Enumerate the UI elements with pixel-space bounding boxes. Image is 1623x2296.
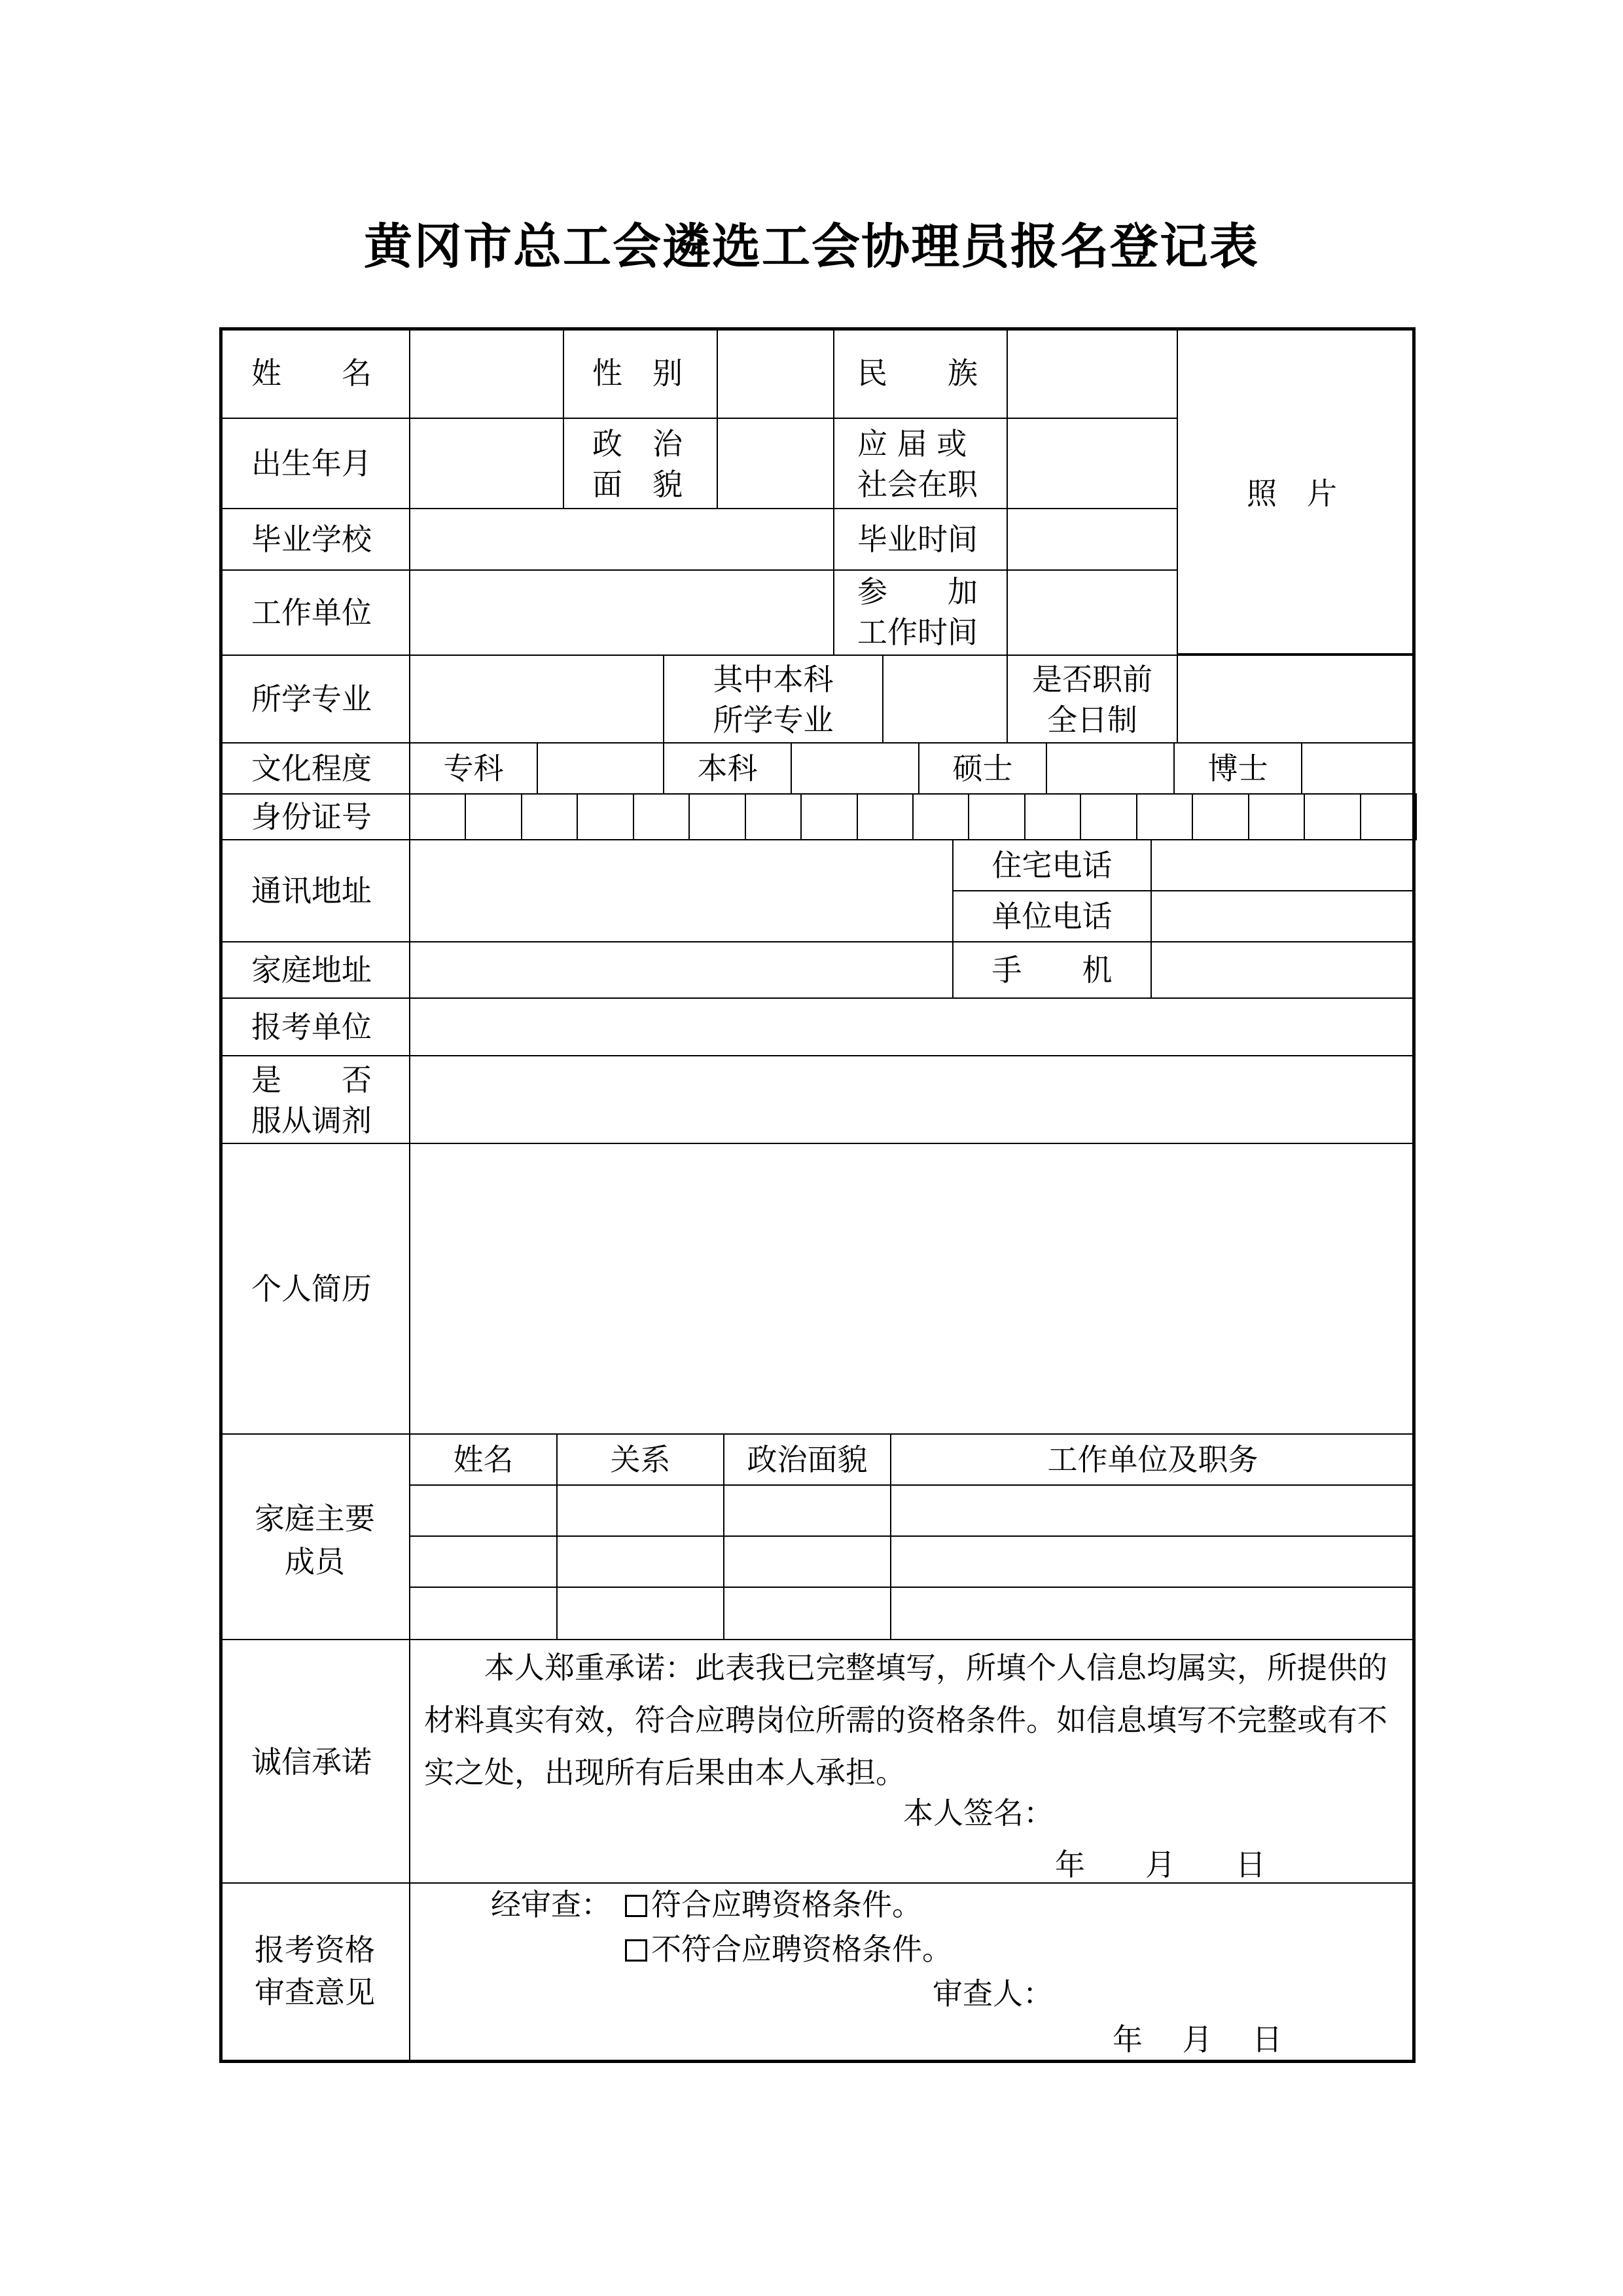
politics-label-line2: 面 貌 bbox=[592, 467, 683, 502]
family-row-2-politics[interactable] bbox=[723, 1535, 891, 1588]
family-row-2-relation[interactable] bbox=[556, 1535, 724, 1588]
ug-major-label-line2: 所学专业 bbox=[713, 702, 834, 738]
family-row-1-work[interactable] bbox=[890, 1484, 1416, 1537]
review-option-ineligible[interactable] bbox=[625, 1928, 952, 1970]
review-date: 年 月 日 bbox=[1113, 2022, 1283, 2057]
edu-master-input[interactable] bbox=[1046, 742, 1175, 795]
id-digit-box[interactable] bbox=[1360, 793, 1417, 840]
form-title: 黄冈市总工会遴选工会协理员报名登记表 bbox=[364, 219, 1259, 275]
work-phone-label: 单位电话 bbox=[991, 899, 1113, 934]
review-label-line1: 报考资格 bbox=[255, 1932, 375, 1967]
resume-input[interactable] bbox=[409, 1143, 1416, 1435]
home-addr-label: 家庭地址 bbox=[251, 952, 372, 988]
id-digit-box[interactable] bbox=[688, 793, 745, 840]
ethnicity-label: 民 族 bbox=[857, 355, 978, 391]
work-unit-label: 工作单位 bbox=[251, 595, 372, 630]
edu-master-label: 硕士 bbox=[952, 751, 1013, 786]
id-digit-box[interactable] bbox=[465, 793, 522, 840]
review-option-ineligible-label: 不符合应聘资格条件。 bbox=[651, 1931, 952, 1967]
signature-label: 本人签名： bbox=[903, 1795, 1054, 1831]
family-label-line1: 家庭主要 bbox=[255, 1501, 375, 1536]
fresh-label-line1: 应 届 或 bbox=[857, 426, 967, 461]
adjust-input[interactable] bbox=[409, 1055, 1416, 1144]
work-start-input[interactable] bbox=[1007, 569, 1178, 656]
fresh-input[interactable] bbox=[1007, 418, 1178, 509]
review-option-eligible[interactable] bbox=[625, 1884, 922, 1926]
adjust-label-line1: 是 否 bbox=[251, 1062, 372, 1098]
family-row-3-relation[interactable] bbox=[556, 1587, 724, 1640]
fresh-label-line2: 社会在职 bbox=[857, 467, 978, 502]
edu-junior-label: 专科 bbox=[443, 751, 504, 786]
education-label: 文化程度 bbox=[251, 751, 372, 786]
edu-bachelor-label: 本科 bbox=[697, 751, 758, 786]
id-digit-box[interactable] bbox=[1304, 793, 1361, 840]
work-start-label-line2: 工作时间 bbox=[857, 615, 978, 650]
mail-addr-input[interactable] bbox=[409, 839, 954, 942]
id-digit-box[interactable] bbox=[745, 793, 802, 840]
work-phone-input[interactable] bbox=[1150, 890, 1416, 942]
family-row-3-politics[interactable] bbox=[723, 1587, 891, 1640]
review-option-eligible-label: 符合应聘资格条件。 bbox=[651, 1887, 922, 1922]
gender-label: 性 别 bbox=[592, 355, 683, 391]
family-row-1-politics[interactable] bbox=[723, 1484, 891, 1537]
home-phone-input[interactable] bbox=[1150, 839, 1416, 891]
work-unit-input[interactable] bbox=[409, 569, 834, 656]
id-digit-box[interactable] bbox=[1024, 793, 1081, 840]
id-digit-box[interactable] bbox=[1248, 793, 1305, 840]
checkbox-ineligible[interactable] bbox=[625, 1939, 647, 1962]
photo-label: 照 片 bbox=[1247, 476, 1337, 511]
family-row-1-relation[interactable] bbox=[556, 1484, 724, 1537]
ug-major-label-line1: 其中本科 bbox=[713, 662, 834, 697]
edu-bachelor-input[interactable] bbox=[791, 742, 919, 795]
mobile-input[interactable] bbox=[1150, 941, 1416, 999]
gender-input[interactable] bbox=[717, 327, 834, 419]
home-addr-input[interactable] bbox=[409, 941, 954, 999]
edu-junior-input[interactable] bbox=[537, 742, 664, 795]
id-digit-box[interactable] bbox=[577, 793, 633, 840]
pledge-label: 诚信承诺 bbox=[251, 1744, 372, 1780]
birth-input[interactable] bbox=[409, 418, 564, 509]
school-input[interactable] bbox=[409, 508, 834, 571]
reviewer-label: 审查人： bbox=[933, 1976, 1053, 2011]
politics-label-line1: 政 治 bbox=[592, 426, 683, 461]
id-digit-box[interactable] bbox=[633, 793, 690, 840]
politics-input[interactable] bbox=[717, 418, 834, 509]
grad-time-label: 毕业时间 bbox=[857, 522, 978, 557]
major-label: 所学专业 bbox=[251, 681, 372, 717]
ug-major-input[interactable] bbox=[882, 655, 1008, 744]
fulltime-label-line1: 是否职前 bbox=[1032, 662, 1152, 697]
mobile-label: 手 机 bbox=[991, 952, 1113, 988]
family-row-3-name[interactable] bbox=[409, 1587, 558, 1640]
id-digit-box[interactable] bbox=[912, 793, 969, 840]
edu-doctor-input[interactable] bbox=[1301, 742, 1416, 795]
name-label: 姓 名 bbox=[251, 355, 372, 391]
id-digit-box[interactable] bbox=[968, 793, 1025, 840]
school-label: 毕业学校 bbox=[251, 522, 372, 557]
id-digit-box[interactable] bbox=[1192, 793, 1249, 840]
grad-time-input[interactable] bbox=[1007, 508, 1178, 571]
apply-unit-input[interactable] bbox=[409, 997, 1416, 1056]
family-label-line2: 成员 bbox=[285, 1544, 345, 1579]
id-digit-box[interactable] bbox=[409, 793, 466, 840]
fulltime-input[interactable] bbox=[1177, 655, 1416, 744]
home-phone-label: 住宅电话 bbox=[991, 848, 1113, 883]
family-header-name: 姓名 bbox=[453, 1442, 514, 1477]
family-row-2-work[interactable] bbox=[890, 1535, 1416, 1588]
review-label-line2: 审查意见 bbox=[255, 1975, 375, 2010]
name-input[interactable] bbox=[409, 327, 564, 419]
family-row-1-name[interactable] bbox=[409, 1484, 558, 1537]
apply-unit-label: 报考单位 bbox=[251, 1009, 372, 1045]
birth-label: 出生年月 bbox=[251, 446, 372, 481]
id-digit-box[interactable] bbox=[857, 793, 914, 840]
id-digit-box[interactable] bbox=[1136, 793, 1193, 840]
review-prefix: 经审查： bbox=[491, 1887, 611, 1922]
pledge-date: 年 月 日 bbox=[1055, 1847, 1266, 1882]
ethnicity-input[interactable] bbox=[1007, 327, 1178, 419]
major-input[interactable] bbox=[409, 655, 664, 744]
family-row-2-name[interactable] bbox=[409, 1535, 558, 1588]
checkbox-eligible[interactable] bbox=[625, 1895, 647, 1917]
fulltime-label-line2: 全日制 bbox=[1047, 702, 1137, 738]
family-row-3-work[interactable] bbox=[890, 1587, 1416, 1640]
edu-doctor-label: 博士 bbox=[1207, 751, 1268, 786]
family-header-work: 工作单位及职务 bbox=[1047, 1442, 1258, 1477]
resume-label: 个人简历 bbox=[251, 1271, 372, 1306]
id-digit-box[interactable] bbox=[1080, 793, 1137, 840]
adjust-label-line2: 服从调剂 bbox=[251, 1103, 372, 1138]
work-start-label-line1: 参 加 bbox=[857, 574, 978, 609]
pledge-text: 本人郑重承诺：此表我已完整填写，所填个人信息均属实，所提供的材料真实有效，符合应聘岗位所需的资格条件。如信息填写不完整或有不实之处，出现所有后果由本人承担。 bbox=[424, 1650, 1387, 1790]
id-label: 身份证号 bbox=[251, 799, 372, 834]
mail-addr-label: 通讯地址 bbox=[251, 873, 372, 908]
id-digit-box[interactable] bbox=[800, 793, 857, 840]
family-header-politics: 政治面貌 bbox=[747, 1442, 868, 1477]
id-digit-box[interactable] bbox=[521, 793, 578, 840]
family-header-relation: 关系 bbox=[610, 1442, 671, 1477]
